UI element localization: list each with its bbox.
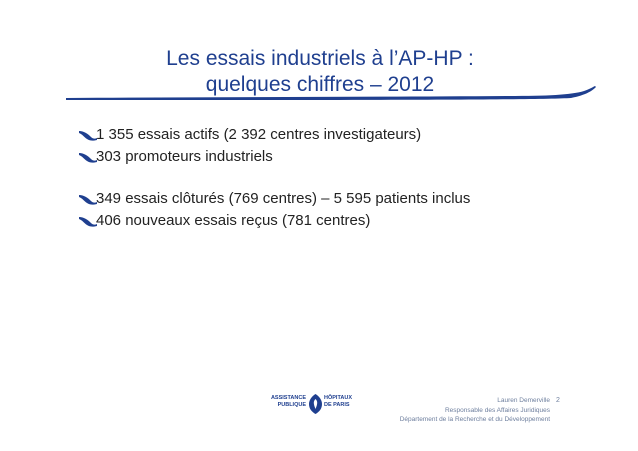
bullet-text: 349 essais clôturés (769 centres) – 5 595 patients inclus (96, 190, 471, 207)
logo-left-line2: PUBLIQUE (277, 401, 306, 408)
logo-right-line1: HÔPITAUX (324, 395, 353, 401)
swoosh-bullet-icon (79, 151, 97, 163)
list-item (70, 188, 630, 210)
footer-role: Responsable des Affaires Juridiques (444, 406, 550, 414)
swoosh-bullet-icon (79, 215, 97, 227)
logo-left-line1: ASSISTANCE (270, 395, 306, 401)
slide-title-line1: Les essais industriels à l’AP-HP : (166, 47, 474, 70)
page-number: 2 (556, 397, 560, 404)
list-item (70, 146, 630, 168)
bullet-text: 406 nouveaux essais reçus (781 centres) (96, 212, 371, 229)
bullet-text: 1 355 essais actifs (2 392 centres investigateurs) (96, 126, 422, 143)
footer-author: Lauren Demerville (497, 397, 550, 404)
list-item (70, 210, 630, 232)
bullet-list (70, 124, 630, 232)
footer-author-info (310, 396, 550, 425)
bullet-text: 303 promoteurs industriels (96, 148, 273, 165)
footer-department: Département de la Recherche et du Développement (399, 416, 550, 423)
swoosh-bullet-icon (79, 193, 97, 205)
slide-title-line2: quelques chiffres – 2012 (205, 73, 435, 96)
swoosh-bullet-icon (79, 129, 97, 141)
list-item (70, 124, 630, 146)
logo-text-left (266, 395, 306, 408)
title-underline-swoosh (66, 86, 596, 102)
logo-right-line2: DE PARIS (324, 401, 350, 408)
